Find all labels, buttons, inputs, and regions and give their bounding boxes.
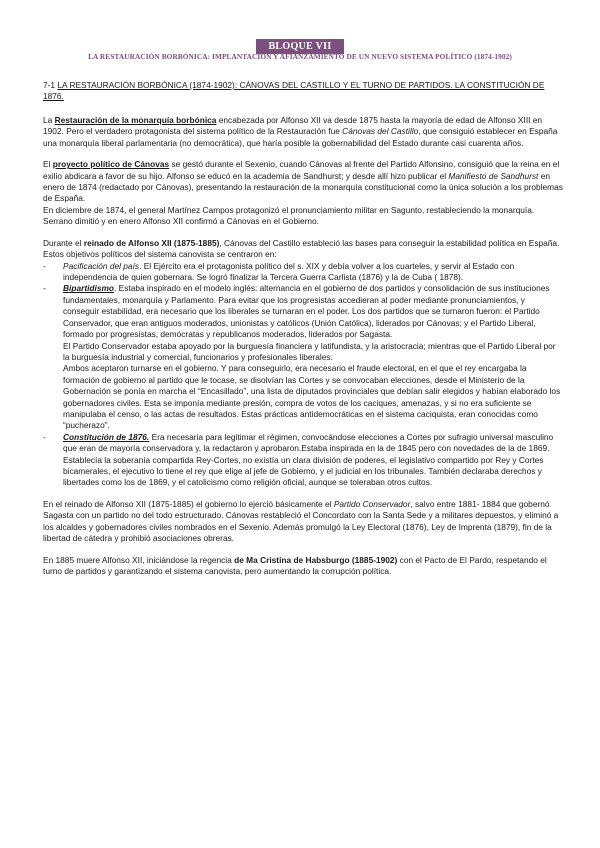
objective-constitucion	[43, 432, 563, 489]
objective-title: Bipartidismo	[63, 283, 114, 294]
text-run: La	[43, 114, 55, 125]
keyword-partido-conservador: Partido Conservador	[333, 498, 411, 509]
block-banner: BLOQUE VII	[256, 39, 343, 54]
text-run: en enero de 1874 (redactado por Cánovas), presentando la restauración de la monarquía constitucional como la única solución a los problemas de España.	[43, 170, 563, 204]
text-run: En 1885 muere Alfonso XII, iniciándose la regencia	[43, 554, 235, 565]
bullet-dash: -	[43, 431, 46, 442]
unit-number: 7-1	[43, 80, 58, 90]
keyword-manifiesto: Manifiesto de Sandhurst	[448, 170, 539, 181]
objective-title: Constitución de 1876.	[63, 431, 150, 442]
objective-bipartidismo	[43, 283, 563, 431]
objective-text: Era necesaria para legitimar el régimen, convocándose elecciones a Cortes por sufragio universal masculino que eran de mayoría conservadora y, la redactaron y aprobaron.Estaba inspirada en la de 1845 pero con novedades de la de 1869. Establecía la soberanía compartida Rey-Cortes, no existía un clara división de poderes, el legislativo compartido por Rey y Cortes bicamerales, el ejecutivo lo tiene el rey que elige al jefe de Gobierno, y el judicial en los tribunales. También declaraba derechos y libertades como los de 1869, y el catolicismo como religión oficial, aunque se toleraban otros cultos.	[63, 431, 554, 488]
text-run: En el reinado de Alfonso XII (1875-1885) el gobierno lo ejerció básicamente el	[43, 498, 334, 509]
paragraph-gobierno-conservador	[43, 499, 563, 545]
text-run: El	[43, 159, 53, 170]
text-run: En diciembre de 1874, el general Martínez Campos protagonizó el pronunciamiento militar en Sagunto, restableciendo la monarquía. Serrano dimitió y en enero Alfonso XII confirmó a Cánovas en el Gobierno.	[43, 204, 535, 227]
keyword-proyecto: proyecto político de Cánovas	[52, 159, 170, 170]
objective-subtext: Ambos aceptaron turnarse en el gobierno. Y para conseguirlo, era necesario el fraude electoral, en el que el rey encargaba la formación de gobierno al partido que le tocase, se disolvían las Cortes y se convocaban elecciones, desde el Ministerio de la Gobernación se ponía en marcha el “Encasillado”, una lista de diputados provinciales que debían salir elegidos y habían elaborado los gobernadores civiles. Esta se imponía mediante presión, compra de votos de los caciques, amenazas, y si no era suficiente se manipulaba el censo, o las actas de resultados. Estas prácticas antidemocráticas en el sistema caciquista, eran conocidas como “pucherazo”.	[63, 363, 561, 431]
paragraph-restauracion	[43, 115, 563, 149]
bullet-dash: -	[43, 260, 46, 271]
keyword-canovas: Cánovas del Castillo	[342, 126, 419, 137]
text-run: , salvo entre 1881- 1884 que gobernó Sagasta con un partido no del todo estructurado. Cánovas restableció el Concordato con la Santa Sede y a militares depuestos, y eliminó a los alcaldes y gobernadores civiles nombrados en el Sexenio. Además promulgó la Ley Electoral (1876), Ley de Imprenta (1879), fin de la libertad de cátedra y prohibió asociaciones obreras.	[43, 498, 559, 543]
unit-title-text: LA RESTAURACIÓN BORBÓNICA (1874-1902): CÁNOVAS DEL CASTILLO Y EL TURNO DE PARTIDOS. LA CONSTITUCIÓN DE 1876.	[43, 80, 545, 102]
text-run: con el Pacto de El Pardo, respetando el turno de partidos y garantizando el sistema canovista, pero aumentando la corrupción política.	[43, 554, 547, 576]
objective-title: Pacificación del país	[63, 260, 140, 271]
keyword-restauracion: Restauración de la monarquía borbónica	[54, 114, 217, 125]
objective-subtext: El Partido Conservador estaba apoyado por la burguesía financiera y latifundista, y la aristocracia; mientras que el Partido Liberal por la burguesía industrial y comercial, funcionarios y profesionales liberales.	[63, 340, 556, 362]
text-run: se gestó durante el Sexenio, cuando Cánovas al frente del Partido Alfonsino, consiguió que la reina en el exilio abdicara a favor de su hijo. Alfonso se educó en la academia de Sandhurst; y desde allí hizo publicar el	[43, 159, 560, 181]
text-run: Durante el	[43, 237, 84, 248]
document-body	[43, 80, 563, 588]
text-run: , que consiguió establecer en España una monarquía liberal parlamentaria (no democrática), que haría posible la gobernabilidad del Estado durante casi cuarenta años.	[43, 126, 558, 148]
paragraph-proyecto	[43, 159, 563, 227]
text-run: encabezada por Alfonso XII va desde 1875 hasta la mayoría de edad de Alfonso XIII en 1902. Pero el verdadero protagonista del sistema político de la Restauración fue	[43, 114, 543, 137]
text-run: , Cánovas del Castillo estableció las bases para conseguir la estabilidad política en España. Estos objetivos políticos del sistema canovista se centraron en:	[43, 237, 560, 260]
unit-title	[43, 80, 563, 103]
bullet-dash: -	[43, 283, 46, 294]
objective-pacificacion	[43, 261, 563, 284]
objective-text: . El Ejército era el protagonista político del s. XIX y debía volver a los cuarteles, y servir al Estado con independencia de quien gobernara. Se logró finalizar la Tercera Guerra Carlista (1876) y la de Cuba ( 1878).	[63, 260, 515, 283]
keyword-regencia: de Ma Cristina de Habsburgo (1885-1902)	[234, 554, 398, 565]
keyword-reinado: reinado de Alfonso XII (1875-1885)	[83, 237, 220, 248]
paragraph-regencia	[43, 555, 563, 578]
paragraph-reinado	[43, 238, 563, 261]
objectives-list	[43, 261, 563, 489]
objective-text: . Estaba inspirado en el modelo inglés: alternancia en el gobierno de dos partidos y consolidación de sus instituciones fundamentales, monarquía y Parlamento. Para evitar que los progresistas accedieran al poder mediante pronunciamientos, y conseguir estabilidad, era necesario que los liberales se turnaran en el poder. Los dos partidos que se turnaron fueron: el Partido Conservador, que eran antiguos moderados, unionistas y católicos (Unión Católica), liderados por Cánovas; y el Partido Liberal, formado por progresistas, demócratas y republicanos moderados, liderados por Sagasta.	[63, 283, 550, 340]
block-subtitle: LA RESTAURACIÓN BORBÓNICA: IMPLANTACIÓN Y AFIANZAMIENTO DE UN NUEVO SISTEMA POLÍTICO (1874-1902)	[88, 52, 512, 61]
